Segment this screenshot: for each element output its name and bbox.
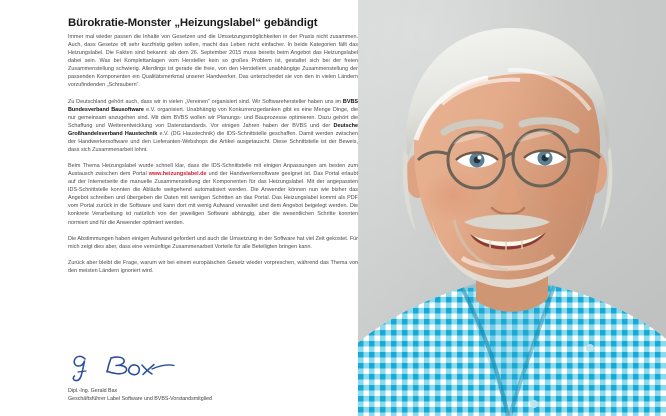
page-title: Bürokratie-Monster „Heizungslabel“ gebändigt <box>68 16 318 29</box>
article-paragraph: Die Abstimmungen haben einigen Aufwand gefordert und auch die Umsetzung in der Software hat viel Zeit gekostet. Für mich zeigt dies aber, dass eine vernünftige Zusammenarbeit Vorteile für alle Beteiligten bringen kann. <box>68 235 358 250</box>
article-paragraph: Zurück aber bleibt die Frage, warum wir bei einem europäischen Gesetz wieder vorpreschen, während das Thema von den meisten Ländern ignoriert wird. <box>68 259 358 274</box>
handwritten-signature <box>68 352 186 386</box>
signer-name: Dipl.-Ing. Gerald Bax <box>68 388 118 394</box>
signature-block <box>68 352 358 403</box>
organization-name: BVBS Bundesverband Bausoftware <box>68 98 358 113</box>
article-paragraph: Zu Deutschland gehört auch, dass wir in vielen „Vereinen“ organisiert sind. Wir Softwarehersteller haben uns im BVBS Bundesverband Bausoftware e.V. organisiert. Unabhängig von Konkurrenzgedanken gibt es eine Menge Dinge, die nur gemeinsam anzugehen sind. Mit dem BVBS wollen wir Planungs- und Bauprozesse optimieren. Dazu gehört die Schaffung und Weiterentwicklung von Datenstandards. Vor einigen Jahren haben der BVBS und der Deutsche Großhandelsverband Haustechnik e.V. (DG Haustechnik) die IDS-Schnittstelle geschaffen. Damit werden zwischen der Handwerkersoftware und den Lieferanten-Webshops die Artikel ausgetauscht. Diese Schnittstelle ist der Beweis, dass sich Zusammenarbeit lohnt. <box>68 98 358 153</box>
article-paragraph: Beim Thema Heizungslabel wurde schnell klar, dass die IDS-Schnittstelle mit einigen Anpassungen am besten zum Austausch zwischen dem Portal www.heizungslabel.de und der Handwerkersoftware geeignet ist. Das Portal erlaubt auf der Internetseite die manuelle Zusammenstellung der Komponenten für das Heizungslabel. Mit der angepassten IDS-Schnittstelle konnten die Abläufe weitgehend automatisiert werden. Die Anwender können nun wie bisher das Angebot schreiben und übergeben die Daten mit wenigen Schritten an das Portal. Das Heizungslabel kommt als PDF vom Portal zurück in die Software und kann dort mit wenig Aufwand verwaltet und dem Angebot beigelegt werden. Die konkrete Verarbeitung ist natürlich von der jeweiligen Software abhängig, aber die wesentlichen Schritte konnten normiert und für die Anwender optimiert werden. <box>68 163 358 226</box>
signature-caption <box>68 388 358 403</box>
signer-role: Geschäftsführer Label Software und BVBS-Vorstandsmitglied <box>68 395 212 402</box>
article-paragraph: Immer mal wieder passen die Inhalte von Gesetzen und die Umsetzungsmöglichkeiten in der Praxis nicht zusammen. Auch, dass Gesetze oft sehr kurzfristig gelten sollen, macht das Leben nicht einfacher. In beide Kategorien fällt das Heizungslabel. Die Fakten sind bekannt: ab dem 26. September 2015 muss bereits beim Angebot das Heizungslabel dabei sein. Was bei Komplettanlagen vom Hersteller kein so großes Problem ist, gestaltet sich bei der freien Zusammenstellung schwierig. Allerdings ist gerade die freie, von den Herstellern unabhängige Zusammenstellung der passenden Komponenten ein Qualitätsmerkmal unserer Handwerker. Das unterscheidet sie von den in vielen Ländern vorzufindenden „Schraubern“. <box>68 34 358 89</box>
article-column <box>68 0 360 416</box>
organization-name: Deutsche Großhandelsverband Haustechnik <box>68 122 358 137</box>
article-body <box>68 33 358 275</box>
portrait-illustration <box>358 0 666 416</box>
portal-link[interactable]: www.heizungslabel.de <box>148 171 207 178</box>
portrait-photo <box>358 0 666 416</box>
